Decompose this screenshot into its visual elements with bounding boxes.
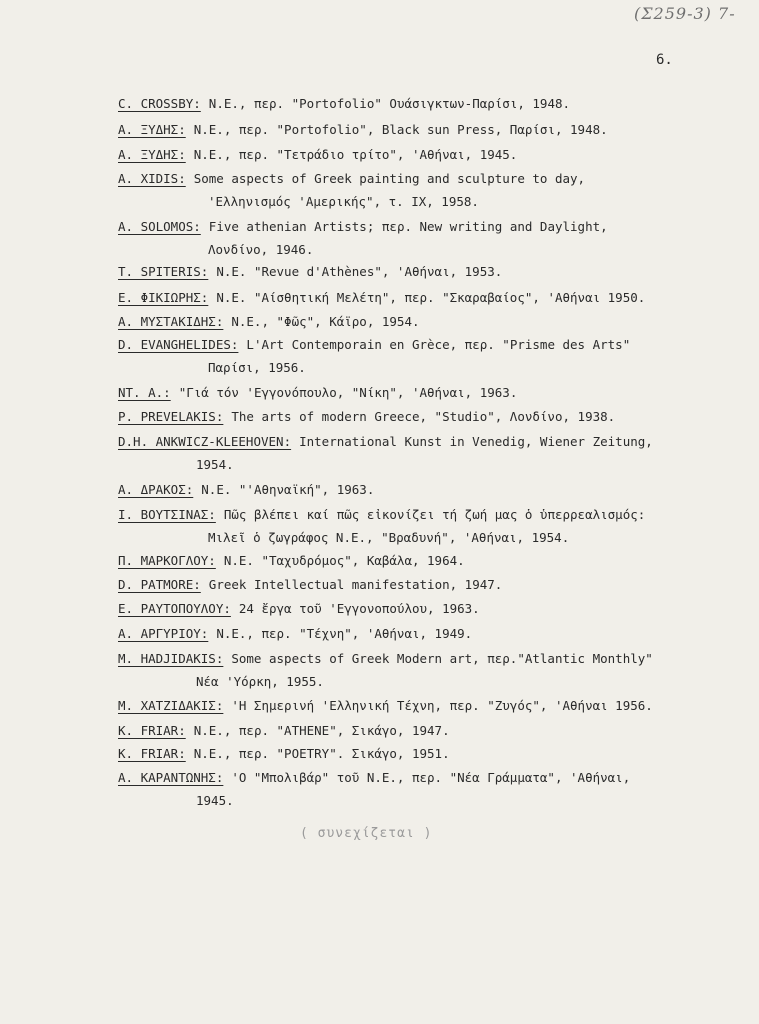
entry-author: Κ. FRIAR: [118,723,186,738]
entry-text: Five athenian Artists; περ. New writing and Daylight, [208,219,608,234]
entry-text: Ν.Ε. "'Αθηναϊκή", 1963. [201,482,375,497]
entry-author: Α. ΜΥΣΤΑΚΙΔΗΣ: [118,314,224,329]
entry-author: Α. ΑΡΓΥΡΙΟΥ: [118,626,209,641]
entry-author: Α. ΞΥΔΗΣ: [118,122,186,137]
entry-author: A. XIDIS: [118,171,186,186]
entry-author: Ε. ΦΙΚΙΩΡΗΣ: [118,290,209,305]
entry-author: Α. ΞΥΔΗΣ: [118,147,186,162]
entry-text: "Γιά τόν 'Εγγονόπουλο, "Νίκη", 'Αθήναι, 1963. [178,385,518,400]
entry-text: International Kunst in Venedig, Wiener Zeitung, [299,434,653,449]
entry-continuation: 'Ελληνισμός 'Αμερικής", τ. IX, 1958. [208,194,479,209]
bibliography-entry [118,215,718,261]
entry-continuation: Λονδίνο, 1946. [208,242,314,257]
entry-author: Μ. ΧΑΤΖΙΔΑΚΙΣ: [118,698,224,713]
bibliography-entry [118,430,718,476]
entry-author: Α. ΚΑΡΑΝΤΩΝΗΣ: [118,770,224,785]
entry-author: Π. ΜΑΡΚΟΓΛΟΥ: [118,553,216,568]
entry-text: L'Art Contemporain en Grèce, περ. "Prisme des Arts" [246,337,631,352]
entry-author: T. SPITERIS: [118,264,209,279]
entry-text: 'Η Σημερινή 'Ελληνική Τέχνη, περ. "Ζυγός", 'Αθήναι 1956. [231,698,653,713]
bibliography-entry [118,647,718,693]
bibliography-entry [118,549,718,572]
bibliography-entry [118,719,718,742]
entry-author: Α. ΔΡΑΚΟΣ: [118,482,194,497]
page-number: 6. [656,52,673,68]
entry-text: Ν.Ε. "Ταχυδρόμος", Καβάλα, 1964. [223,553,465,568]
bibliography-entry [118,381,718,404]
entry-author: D. PATMORE: [118,577,201,592]
bibliography-entry [118,143,718,166]
entry-author: Κ. FRIAR: [118,746,186,761]
handwritten-note: (Σ259-3) 7- [634,4,736,23]
entry-text: 'Ο "Μπολιβάρ" τοῦ Ν.Ε., περ. "Νέα Γράμματα", 'Αθήναι, [231,770,631,785]
entry-text: Ν.Ε. "Revue d'Athènes", 'Αθήναι, 1953. [216,264,503,279]
entry-author: D.H. ANKWICZ-KLEEHOVEN: [118,434,292,449]
entry-continuation: Παρίσι, 1956. [208,360,306,375]
entry-author: D. EVANGHELIDES: [118,337,239,352]
entry-text: Ν.Ε., περ. "Portofolio" Ουάσιγκτων-Παρίσι, 1948. [208,96,571,111]
bibliography-entry [118,766,718,812]
entry-author: Ι. ΒΟΥΤΣΙΝΑΣ: [118,507,216,522]
entry-continuation: 1945. [196,793,234,808]
entry-author: ΝΤ. Α.: [118,385,171,400]
entry-author: A. SOLOMOS: [118,219,201,234]
bibliography-entry [118,573,718,596]
bibliography-entry [118,333,718,379]
entry-continuation: Μιλεῖ ὁ ζωγράφος Ν.Ε., "Βραδυνή", 'Αθήναι, 1954. [208,530,570,545]
bibliography-entry [118,503,718,549]
entry-text: Ν.Ε. "Αίσθητική Μελέτη", περ. "Σκαραβαίος", 'Αθήναι 1950. [216,290,646,305]
bibliography-entry [118,92,718,115]
bibliography-entry [118,286,718,309]
bibliography-entry [118,597,718,620]
bibliography-entry [118,622,718,645]
entry-text: Ν.Ε., περ. "Portofolio", Black sun Press, Παρίσι, 1948. [193,122,608,137]
entry-author: P. PREVELAKIS: [118,409,224,424]
entry-text: Ν.Ε., περ. "Τετράδιο τρίτο", 'Αθήναι, 1945. [193,147,518,162]
entry-text: Some aspects of Greek painting and sculpture to day, [193,171,586,186]
entry-text: Ν.Ε., περ. "POETRY". Σικάγο, 1951. [193,746,450,761]
entry-continuation: 1954. [196,457,234,472]
entry-author: Ε. ΡΑΥΤΟΠΟΥΛΟΥ: [118,601,231,616]
entry-text: Ν.Ε., "Φῶς", Κάϊρο, 1954. [231,314,420,329]
entry-author: C. CROSSBY: [118,96,201,111]
entry-text: Πῶς βλέπει καί πῶς εἰκονίζει τή ζωή μας ὁ ὑπερρεαλισμός: [223,507,646,522]
bibliography-entry [118,694,718,717]
entry-text: Ν.Ε., περ. "ATHENE", Σικάγο, 1947. [193,723,450,738]
entry-text: The arts of modern Greece, "Studio", Λονδίνο, 1938. [231,409,616,424]
bibliography-entry [118,167,718,213]
entry-continuation: Νέα 'Υόρκη, 1955. [196,674,324,689]
bibliography-entry [118,742,718,765]
entry-text: Ν.Ε., περ. "Τέχνη", 'Αθήναι, 1949. [216,626,473,641]
entry-author: M. HADJIDAKIS: [118,651,224,666]
bibliography-entry [118,310,718,333]
bibliography-entry [118,118,718,141]
bibliography-entry [118,260,718,283]
entry-text: 24 ἔργα τοῦ 'Εγγονοπούλου, 1963. [238,601,480,616]
bibliography-entry [118,405,718,428]
bibliography-entry [118,478,718,501]
entry-text: Greek Intellectual manifestation, 1947. [208,577,503,592]
continued-note: ( συνεχίζεται ) [300,826,433,841]
entry-text: Some aspects of Greek Modern art, περ."Atlantic Monthly" [231,651,653,666]
